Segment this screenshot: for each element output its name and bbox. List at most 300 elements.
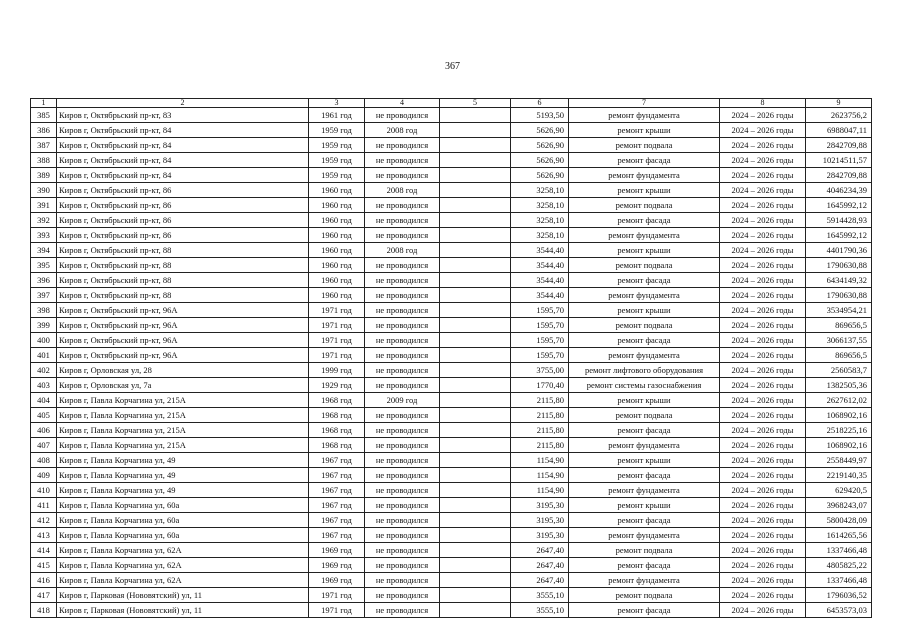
row-number: 412 xyxy=(31,513,57,528)
empty-cell xyxy=(440,468,511,483)
table-row xyxy=(31,243,872,258)
table-row xyxy=(31,108,872,123)
table-row xyxy=(31,183,872,198)
table-row xyxy=(31,168,872,183)
build-year-cell: 1967 год xyxy=(309,498,365,513)
empty-cell xyxy=(440,483,511,498)
address-cell: Киров г, Октябрьский пр-кт, 88 xyxy=(57,288,309,303)
area-cell: 2115,80 xyxy=(511,393,569,408)
empty-cell xyxy=(440,603,511,618)
table-row xyxy=(31,573,872,588)
work-type-cell: ремонт подвала xyxy=(569,318,720,333)
table-row xyxy=(31,543,872,558)
last-repair-cell: не проводился xyxy=(365,213,440,228)
build-year-cell: 1929 год xyxy=(309,378,365,393)
table-row xyxy=(31,303,872,318)
table-row xyxy=(31,258,872,273)
work-type-cell: ремонт подвала xyxy=(569,258,720,273)
address-cell: Киров г, Павла Корчагина ул, 49 xyxy=(57,468,309,483)
cost-cell: 2623756,2 xyxy=(806,108,872,123)
row-number: 409 xyxy=(31,468,57,483)
empty-cell xyxy=(440,423,511,438)
table-row xyxy=(31,483,872,498)
cost-cell: 10214511,57 xyxy=(806,153,872,168)
work-type-cell: ремонт фасада xyxy=(569,558,720,573)
build-year-cell: 1971 год xyxy=(309,603,365,618)
row-number: 393 xyxy=(31,228,57,243)
table-row xyxy=(31,333,872,348)
period-cell: 2024 – 2026 годы xyxy=(720,603,806,618)
table-row xyxy=(31,153,872,168)
address-cell: Киров г, Орловская ул, 28 xyxy=(57,363,309,378)
last-repair-cell: не проводился xyxy=(365,273,440,288)
empty-cell xyxy=(440,438,511,453)
area-cell: 5626,90 xyxy=(511,153,569,168)
period-cell: 2024 – 2026 годы xyxy=(720,288,806,303)
row-number: 389 xyxy=(31,168,57,183)
build-year-cell: 1971 год xyxy=(309,303,365,318)
row-number: 394 xyxy=(31,243,57,258)
address-cell: Киров г, Павла Корчагина ул, 62А xyxy=(57,573,309,588)
build-year-cell: 1960 год xyxy=(309,198,365,213)
address-cell: Киров г, Павла Корчагина ул, 215А xyxy=(57,393,309,408)
build-year-cell: 1960 год xyxy=(309,273,365,288)
address-cell: Киров г, Октябрьский пр-кт, 86 xyxy=(57,198,309,213)
empty-cell xyxy=(440,543,511,558)
last-repair-cell: не проводился xyxy=(365,228,440,243)
period-cell: 2024 – 2026 годы xyxy=(720,258,806,273)
table-row xyxy=(31,528,872,543)
empty-cell xyxy=(440,453,511,468)
period-cell: 2024 – 2026 годы xyxy=(720,588,806,603)
cost-cell: 629420,5 xyxy=(806,483,872,498)
cost-cell: 1337466,48 xyxy=(806,573,872,588)
last-repair-cell: не проводился xyxy=(365,513,440,528)
address-cell: Киров г, Павла Корчагина ул, 215А xyxy=(57,438,309,453)
last-repair-cell: не проводился xyxy=(365,558,440,573)
address-cell: Киров г, Орловская ул, 7а xyxy=(57,378,309,393)
last-repair-cell: не проводился xyxy=(365,153,440,168)
last-repair-cell: не проводился xyxy=(365,408,440,423)
cost-cell: 4401790,36 xyxy=(806,243,872,258)
work-type-cell: ремонт фасада xyxy=(569,603,720,618)
last-repair-cell: 2009 год xyxy=(365,393,440,408)
build-year-cell: 1971 год xyxy=(309,348,365,363)
empty-cell xyxy=(440,153,511,168)
work-type-cell: ремонт системы газоснабжения xyxy=(569,378,720,393)
last-repair-cell: не проводился xyxy=(365,288,440,303)
build-year-cell: 1967 год xyxy=(309,468,365,483)
period-cell: 2024 – 2026 годы xyxy=(720,438,806,453)
row-number: 390 xyxy=(31,183,57,198)
period-cell: 2024 – 2026 годы xyxy=(720,468,806,483)
address-cell: Киров г, Октябрьский пр-кт, 96А xyxy=(57,318,309,333)
work-type-cell: ремонт крыши xyxy=(569,393,720,408)
cost-cell: 6988047,11 xyxy=(806,123,872,138)
period-cell: 2024 – 2026 годы xyxy=(720,483,806,498)
column-header-2: 2 xyxy=(57,99,309,108)
cost-cell: 3534954,21 xyxy=(806,303,872,318)
period-cell: 2024 – 2026 годы xyxy=(720,198,806,213)
table-row xyxy=(31,378,872,393)
empty-cell xyxy=(440,303,511,318)
table-row xyxy=(31,213,872,228)
work-type-cell: ремонт фасада xyxy=(569,468,720,483)
area-cell: 3258,10 xyxy=(511,228,569,243)
row-number: 392 xyxy=(31,213,57,228)
address-cell: Киров г, Павла Корчагина ул, 62А xyxy=(57,543,309,558)
row-number: 395 xyxy=(31,258,57,273)
table-row xyxy=(31,468,872,483)
column-header-9: 9 xyxy=(806,99,872,108)
row-number: 417 xyxy=(31,588,57,603)
table-row xyxy=(31,198,872,213)
last-repair-cell: не проводился xyxy=(365,318,440,333)
cost-cell: 4046234,39 xyxy=(806,183,872,198)
address-cell: Киров г, Павла Корчагина ул, 215А xyxy=(57,423,309,438)
page-number: 367 xyxy=(445,61,460,72)
work-type-cell: ремонт фундамента xyxy=(569,108,720,123)
empty-cell xyxy=(440,213,511,228)
period-cell: 2024 – 2026 годы xyxy=(720,363,806,378)
empty-cell xyxy=(440,528,511,543)
period-cell: 2024 – 2026 годы xyxy=(720,183,806,198)
last-repair-cell: не проводился xyxy=(365,453,440,468)
address-cell: Киров г, Октябрьский пр-кт, 84 xyxy=(57,153,309,168)
empty-cell xyxy=(440,348,511,363)
work-type-cell: ремонт подвала xyxy=(569,198,720,213)
area-cell: 2115,80 xyxy=(511,438,569,453)
cost-cell: 1068902,16 xyxy=(806,408,872,423)
cost-cell: 5914428,93 xyxy=(806,213,872,228)
area-cell: 3258,10 xyxy=(511,213,569,228)
build-year-cell: 1960 год xyxy=(309,243,365,258)
area-cell: 1770,40 xyxy=(511,378,569,393)
address-cell: Киров г, Октябрьский пр-кт, 96А xyxy=(57,303,309,318)
period-cell: 2024 – 2026 годы xyxy=(720,168,806,183)
period-cell: 2024 – 2026 годы xyxy=(720,303,806,318)
row-number: 385 xyxy=(31,108,57,123)
address-cell: Киров г, Октябрьский пр-кт, 96А xyxy=(57,348,309,363)
last-repair-cell: не проводился xyxy=(365,108,440,123)
address-cell: Киров г, Октябрьский пр-кт, 84 xyxy=(57,138,309,153)
table-row xyxy=(31,318,872,333)
period-cell: 2024 – 2026 годы xyxy=(720,558,806,573)
address-cell: Киров г, Октябрьский пр-кт, 88 xyxy=(57,243,309,258)
last-repair-cell: не проводился xyxy=(365,483,440,498)
row-number: 387 xyxy=(31,138,57,153)
cost-cell: 1068902,16 xyxy=(806,438,872,453)
area-cell: 2647,40 xyxy=(511,558,569,573)
build-year-cell: 1967 год xyxy=(309,528,365,543)
build-year-cell: 1960 год xyxy=(309,228,365,243)
table-row xyxy=(31,588,872,603)
area-cell: 5626,90 xyxy=(511,138,569,153)
empty-cell xyxy=(440,318,511,333)
cost-cell: 1790630,88 xyxy=(806,258,872,273)
address-cell: Киров г, Октябрьский пр-кт, 84 xyxy=(57,168,309,183)
table-row xyxy=(31,498,872,513)
empty-cell xyxy=(440,258,511,273)
last-repair-cell: не проводился xyxy=(365,588,440,603)
last-repair-cell: не проводился xyxy=(365,468,440,483)
row-number: 415 xyxy=(31,558,57,573)
address-cell: Киров г, Павла Корчагина ул, 60а xyxy=(57,513,309,528)
cost-cell: 3968243,07 xyxy=(806,498,872,513)
address-cell: Киров г, Парковая (Нововятский) ул, 11 xyxy=(57,603,309,618)
build-year-cell: 1960 год xyxy=(309,288,365,303)
period-cell: 2024 – 2026 годы xyxy=(720,273,806,288)
table-row xyxy=(31,423,872,438)
address-cell: Киров г, Октябрьский пр-кт, 84 xyxy=(57,123,309,138)
work-type-cell: ремонт фундамента xyxy=(569,573,720,588)
area-cell: 1154,90 xyxy=(511,483,569,498)
work-type-cell: ремонт крыши xyxy=(569,183,720,198)
period-cell: 2024 – 2026 годы xyxy=(720,453,806,468)
row-number: 388 xyxy=(31,153,57,168)
work-type-cell: ремонт крыши xyxy=(569,243,720,258)
build-year-cell: 1969 год xyxy=(309,573,365,588)
address-cell: Киров г, Октябрьский пр-кт, 86 xyxy=(57,213,309,228)
last-repair-cell: не проводился xyxy=(365,138,440,153)
empty-cell xyxy=(440,168,511,183)
last-repair-cell: не проводился xyxy=(365,168,440,183)
build-year-cell: 1961 год xyxy=(309,108,365,123)
address-cell: Киров г, Павла Корчагина ул, 62А xyxy=(57,558,309,573)
build-year-cell: 1959 год xyxy=(309,138,365,153)
work-type-cell: ремонт крыши xyxy=(569,498,720,513)
build-year-cell: 1959 год xyxy=(309,153,365,168)
period-cell: 2024 – 2026 годы xyxy=(720,408,806,423)
address-cell: Киров г, Павла Корчагина ул, 60а xyxy=(57,498,309,513)
cost-cell: 6434149,32 xyxy=(806,273,872,288)
address-cell: Киров г, Павла Корчагина ул, 49 xyxy=(57,483,309,498)
table-row xyxy=(31,393,872,408)
last-repair-cell: 2008 год xyxy=(365,183,440,198)
address-cell: Киров г, Павла Корчагина ул, 215А xyxy=(57,408,309,423)
row-number: 405 xyxy=(31,408,57,423)
table-row xyxy=(31,363,872,378)
build-year-cell: 1968 год xyxy=(309,438,365,453)
work-type-cell: ремонт крыши xyxy=(569,123,720,138)
empty-cell xyxy=(440,558,511,573)
work-type-cell: ремонт фундамента xyxy=(569,438,720,453)
build-year-cell: 1959 год xyxy=(309,168,365,183)
build-year-cell: 1968 год xyxy=(309,423,365,438)
address-cell: Киров г, Октябрьский пр-кт, 83 xyxy=(57,108,309,123)
table-row xyxy=(31,273,872,288)
build-year-cell: 1967 год xyxy=(309,513,365,528)
empty-cell xyxy=(440,513,511,528)
table-body xyxy=(31,108,872,618)
cost-cell: 1645992,12 xyxy=(806,198,872,213)
area-cell: 1154,90 xyxy=(511,468,569,483)
row-number: 404 xyxy=(31,393,57,408)
area-cell: 2115,80 xyxy=(511,408,569,423)
work-type-cell: ремонт фасада xyxy=(569,423,720,438)
build-year-cell: 1969 год xyxy=(309,543,365,558)
address-cell: Киров г, Октябрьский пр-кт, 88 xyxy=(57,273,309,288)
work-type-cell: ремонт фасада xyxy=(569,213,720,228)
period-cell: 2024 – 2026 годы xyxy=(720,423,806,438)
row-number: 408 xyxy=(31,453,57,468)
work-type-cell: ремонт фундамента xyxy=(569,288,720,303)
table-row xyxy=(31,603,872,618)
period-cell: 2024 – 2026 годы xyxy=(720,213,806,228)
column-header-5: 5 xyxy=(440,99,511,108)
table-row xyxy=(31,228,872,243)
work-type-cell: ремонт подвала xyxy=(569,543,720,558)
empty-cell xyxy=(440,183,511,198)
cost-cell: 3066137,55 xyxy=(806,333,872,348)
last-repair-cell: не проводился xyxy=(365,528,440,543)
row-number: 414 xyxy=(31,543,57,558)
work-type-cell: ремонт фундамента xyxy=(569,168,720,183)
empty-cell xyxy=(440,198,511,213)
work-type-cell: ремонт фундамента xyxy=(569,348,720,363)
work-type-cell: ремонт фасада xyxy=(569,333,720,348)
work-type-cell: ремонт подвала xyxy=(569,588,720,603)
row-number: 413 xyxy=(31,528,57,543)
last-repair-cell: 2008 год xyxy=(365,243,440,258)
work-type-cell: ремонт фасада xyxy=(569,273,720,288)
period-cell: 2024 – 2026 годы xyxy=(720,243,806,258)
build-year-cell: 1967 год xyxy=(309,453,365,468)
column-header-3: 3 xyxy=(309,99,365,108)
work-type-cell: ремонт фундамента xyxy=(569,228,720,243)
last-repair-cell: не проводился xyxy=(365,543,440,558)
period-cell: 2024 – 2026 годы xyxy=(720,108,806,123)
row-number: 398 xyxy=(31,303,57,318)
empty-cell xyxy=(440,273,511,288)
table-row xyxy=(31,138,872,153)
build-year-cell: 1960 год xyxy=(309,183,365,198)
column-header-7: 7 xyxy=(569,99,720,108)
last-repair-cell: не проводился xyxy=(365,438,440,453)
table-row xyxy=(31,348,872,363)
build-year-cell: 1968 год xyxy=(309,408,365,423)
period-cell: 2024 – 2026 годы xyxy=(720,318,806,333)
period-cell: 2024 – 2026 годы xyxy=(720,543,806,558)
row-number: 410 xyxy=(31,483,57,498)
row-number: 401 xyxy=(31,348,57,363)
table-row xyxy=(31,513,872,528)
row-number: 416 xyxy=(31,573,57,588)
row-number: 418 xyxy=(31,603,57,618)
area-cell: 2647,40 xyxy=(511,543,569,558)
work-type-cell: ремонт лифтового оборудования xyxy=(569,363,720,378)
cost-cell: 1382505,36 xyxy=(806,378,872,393)
column-header-4: 4 xyxy=(365,99,440,108)
area-cell: 1595,70 xyxy=(511,303,569,318)
cost-cell: 869656,5 xyxy=(806,348,872,363)
cost-cell: 2558449,97 xyxy=(806,453,872,468)
last-repair-cell: не проводился xyxy=(365,363,440,378)
repair-registry-table xyxy=(30,98,872,618)
period-cell: 2024 – 2026 годы xyxy=(720,573,806,588)
row-number: 411 xyxy=(31,498,57,513)
row-number: 396 xyxy=(31,273,57,288)
last-repair-cell: 2008 год xyxy=(365,123,440,138)
last-repair-cell: не проводился xyxy=(365,303,440,318)
cost-cell: 1790630,88 xyxy=(806,288,872,303)
build-year-cell: 1971 год xyxy=(309,318,365,333)
row-number: 399 xyxy=(31,318,57,333)
empty-cell xyxy=(440,363,511,378)
cost-cell: 2560583,7 xyxy=(806,363,872,378)
work-type-cell: ремонт фундамента xyxy=(569,528,720,543)
empty-cell xyxy=(440,243,511,258)
row-number: 403 xyxy=(31,378,57,393)
last-repair-cell: не проводился xyxy=(365,348,440,363)
area-cell: 3195,30 xyxy=(511,528,569,543)
work-type-cell: ремонт подвала xyxy=(569,138,720,153)
table-row xyxy=(31,438,872,453)
address-cell: Киров г, Октябрьский пр-кт, 86 xyxy=(57,228,309,243)
build-year-cell: 1999 год xyxy=(309,363,365,378)
area-cell: 3755,00 xyxy=(511,363,569,378)
period-cell: 2024 – 2026 годы xyxy=(720,333,806,348)
last-repair-cell: не проводился xyxy=(365,573,440,588)
row-number: 402 xyxy=(31,363,57,378)
cost-cell: 2842709,88 xyxy=(806,138,872,153)
row-number: 407 xyxy=(31,438,57,453)
area-cell: 3544,40 xyxy=(511,243,569,258)
build-year-cell: 1959 год xyxy=(309,123,365,138)
area-cell: 3555,10 xyxy=(511,603,569,618)
area-cell: 3544,40 xyxy=(511,258,569,273)
area-cell: 3544,40 xyxy=(511,288,569,303)
address-cell: Киров г, Октябрьский пр-кт, 86 xyxy=(57,183,309,198)
last-repair-cell: не проводился xyxy=(365,603,440,618)
area-cell: 3195,30 xyxy=(511,513,569,528)
last-repair-cell: не проводился xyxy=(365,378,440,393)
build-year-cell: 1960 год xyxy=(309,258,365,273)
cost-cell: 1645992,12 xyxy=(806,228,872,243)
address-cell: Киров г, Павла Корчагина ул, 49 xyxy=(57,453,309,468)
table-row xyxy=(31,558,872,573)
period-cell: 2024 – 2026 годы xyxy=(720,153,806,168)
row-number: 406 xyxy=(31,423,57,438)
empty-cell xyxy=(440,573,511,588)
period-cell: 2024 – 2026 годы xyxy=(720,513,806,528)
column-header-6: 6 xyxy=(511,99,569,108)
area-cell: 2115,80 xyxy=(511,423,569,438)
cost-cell: 2842709,88 xyxy=(806,168,872,183)
build-year-cell: 1971 год xyxy=(309,588,365,603)
address-cell: Киров г, Октябрьский пр-кт, 88 xyxy=(57,258,309,273)
row-number: 397 xyxy=(31,288,57,303)
area-cell: 3258,10 xyxy=(511,198,569,213)
period-cell: 2024 – 2026 годы xyxy=(720,498,806,513)
empty-cell xyxy=(440,393,511,408)
cost-cell: 2518225,16 xyxy=(806,423,872,438)
last-repair-cell: не проводился xyxy=(365,498,440,513)
cost-cell: 1614265,56 xyxy=(806,528,872,543)
build-year-cell: 1967 год xyxy=(309,483,365,498)
period-cell: 2024 – 2026 годы xyxy=(720,123,806,138)
table-row xyxy=(31,408,872,423)
empty-cell xyxy=(440,108,511,123)
period-cell: 2024 – 2026 годы xyxy=(720,348,806,363)
empty-cell xyxy=(440,333,511,348)
row-number: 400 xyxy=(31,333,57,348)
cost-cell: 4805825,22 xyxy=(806,558,872,573)
area-cell: 3258,10 xyxy=(511,183,569,198)
work-type-cell: ремонт фасада xyxy=(569,153,720,168)
area-cell: 1154,90 xyxy=(511,453,569,468)
cost-cell: 1796036,52 xyxy=(806,588,872,603)
